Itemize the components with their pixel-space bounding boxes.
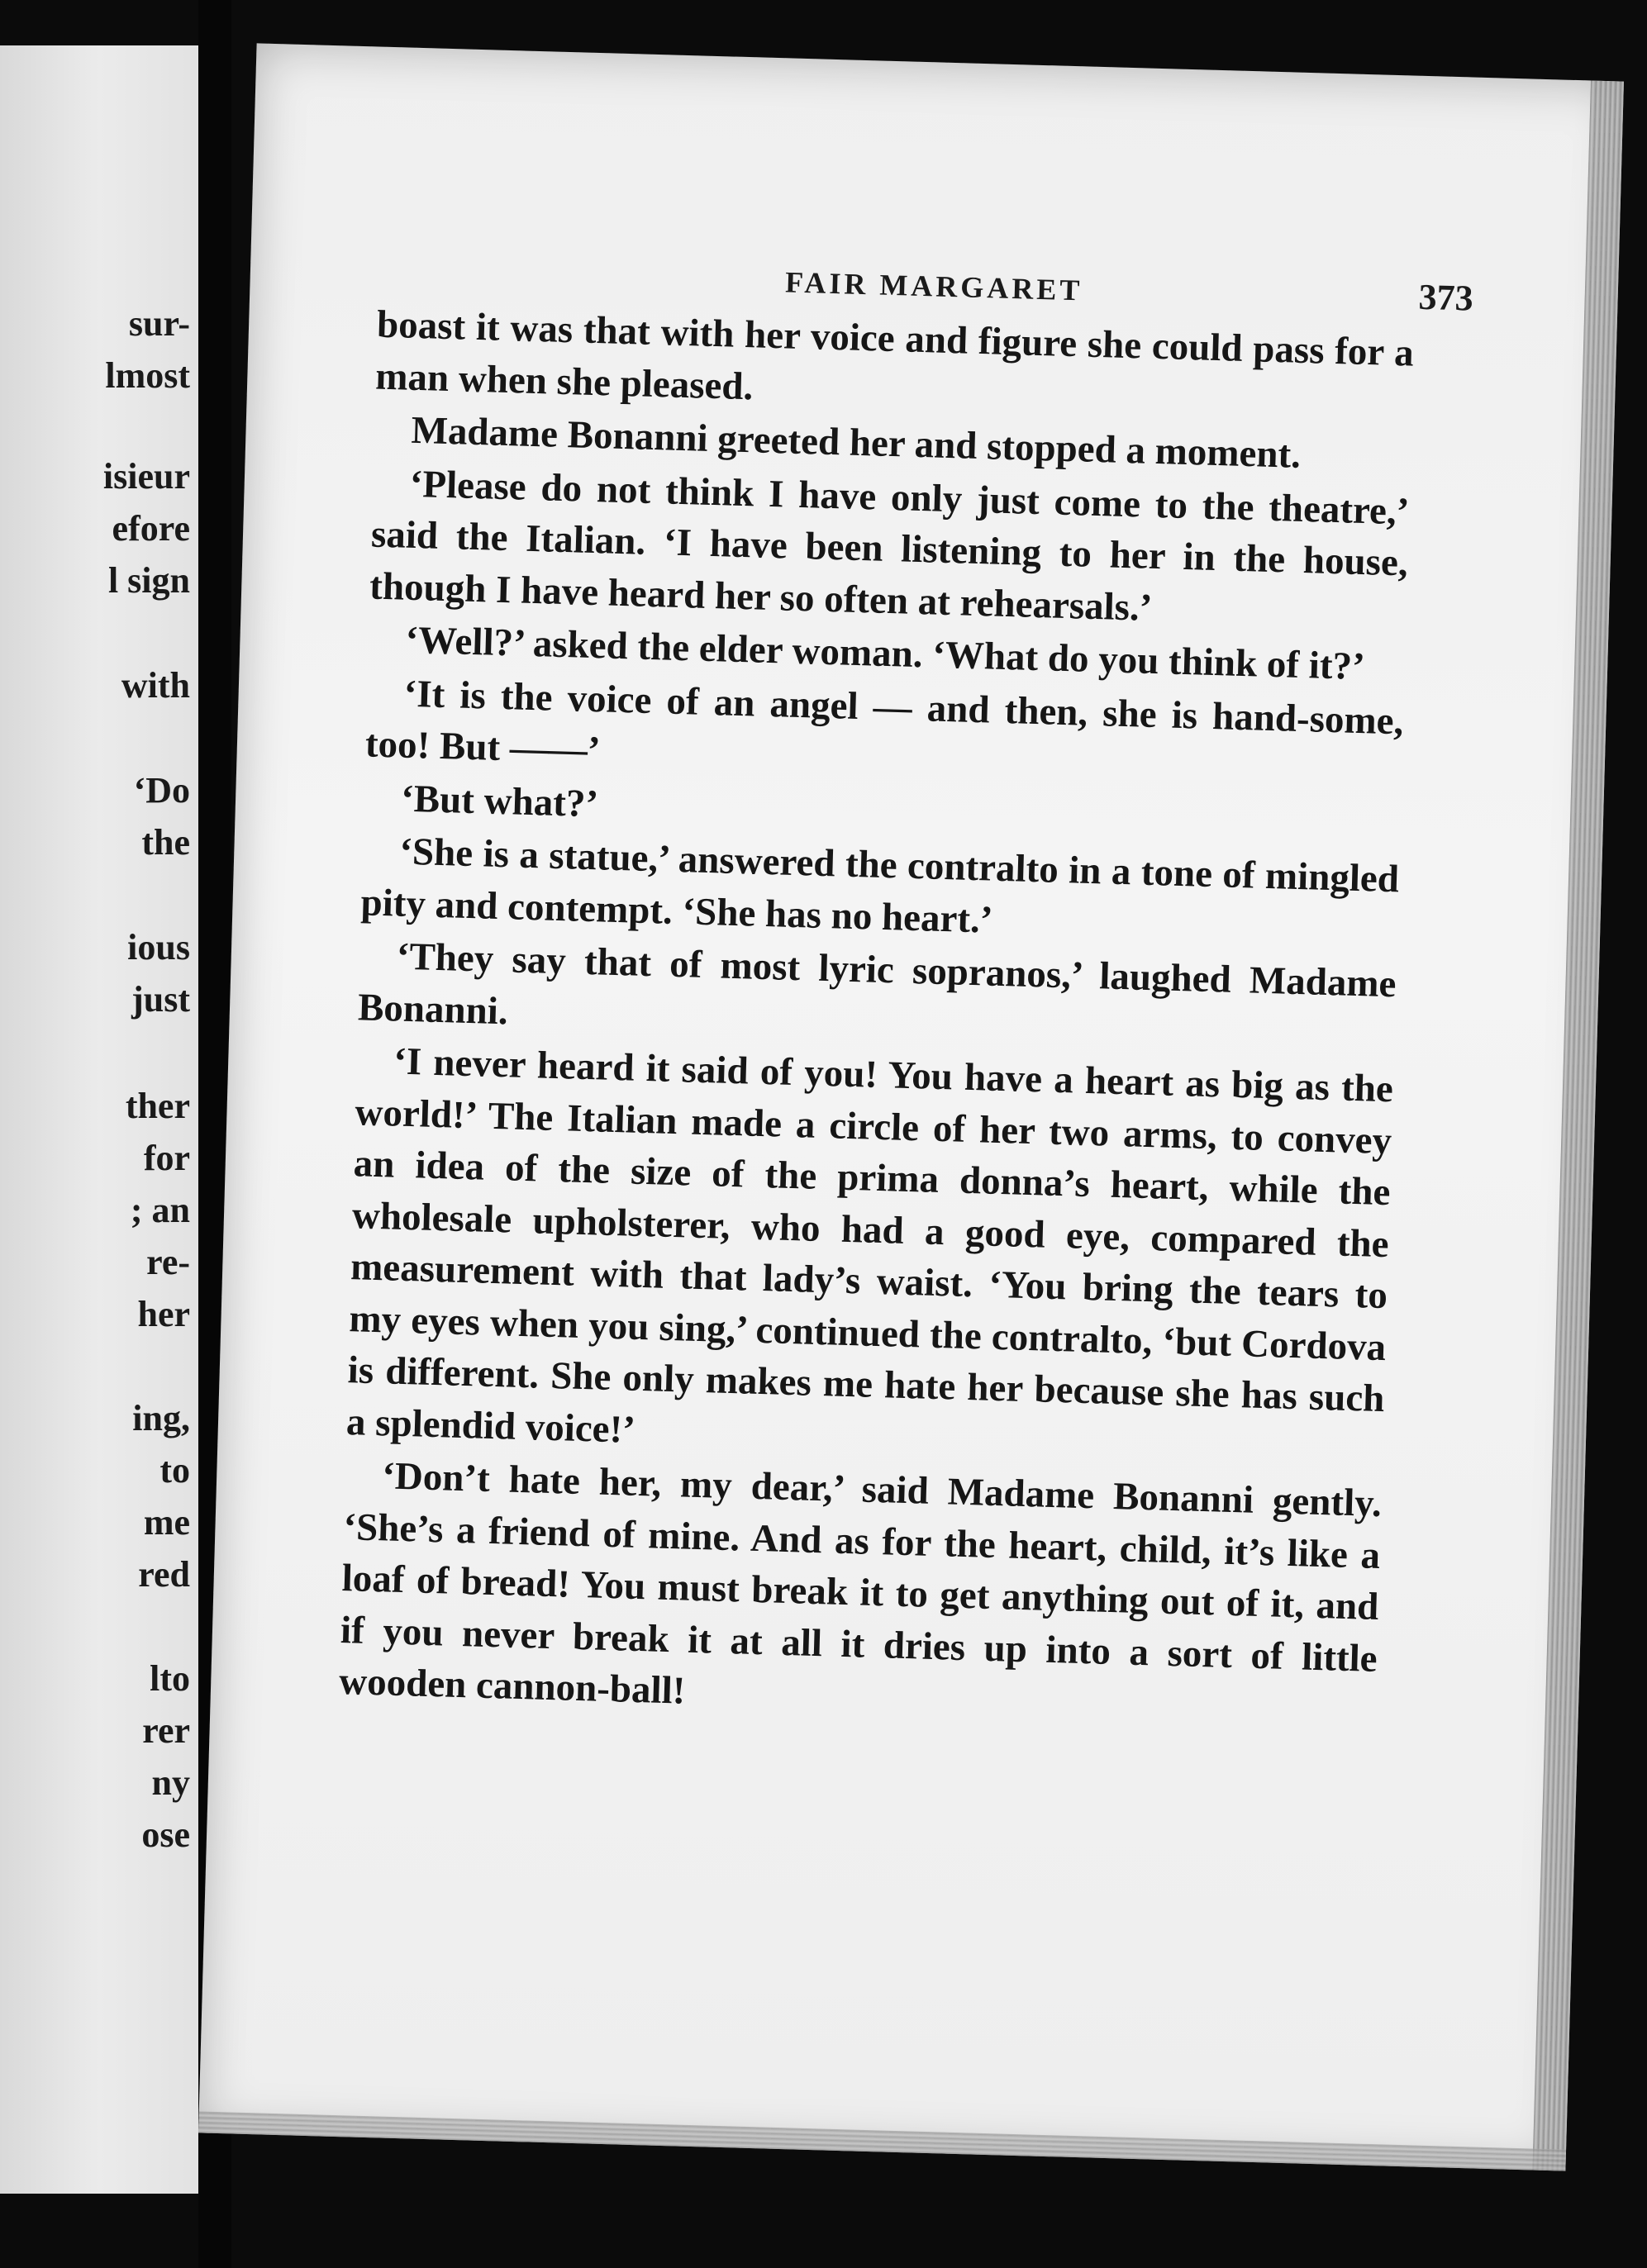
- left-page-fragment: ious: [127, 927, 190, 968]
- left-page-fragment: isieur: [102, 456, 190, 497]
- paragraph: ‘Well?’ asked the elder woman. ‘What do you think of it?’: [404, 618, 1366, 689]
- left-page-fragment: lmost: [105, 355, 190, 396]
- left-page-fragment: just: [131, 979, 190, 1020]
- left-page-fragment: re-: [146, 1242, 190, 1282]
- page-bottom-edge: [198, 2111, 1566, 2171]
- left-page-fragment: ; an: [130, 1190, 190, 1230]
- left-page-fragment: her: [137, 1294, 190, 1334]
- body-text: [338, 299, 1414, 1738]
- paragraph: Madame Bonanni greeted her and stopped a moment.: [410, 408, 1302, 477]
- left-page-fragment: ‘Do: [133, 770, 190, 811]
- left-page-fragment: lto: [150, 1658, 190, 1699]
- paragraph: ‘But what?’: [400, 777, 599, 825]
- left-page-fragment: ing,: [132, 1398, 190, 1438]
- paragraph: ‘Please do not think I have only just come to the theatre,’ said the Italian. ‘I have been listening to her in the house, though I have heard her so often at rehearsals.’: [369, 462, 1411, 630]
- left-page-fragment: the: [141, 822, 190, 863]
- left-page-fragment: ose: [141, 1814, 190, 1855]
- paragraph: ‘It is the voice of an angel — and then, she is hand-some, too! But ——’: [364, 672, 1404, 773]
- left-page-fragment: sur-: [128, 303, 190, 344]
- paragraph: ‘She is a statue,’ answered the contralto in a tone of mingled pity and contempt. ‘She has no heart.’: [359, 830, 1400, 942]
- left-page-fragment: red: [138, 1554, 190, 1595]
- running-head: FAIR MARGARET: [784, 265, 1083, 307]
- paragraph: boast it was that with her voice and figure she could pass for a man when she pleased.: [374, 302, 1415, 408]
- paragraph: ‘Don’t hate her, my dear,’ said Madame Bonanni gently. ‘She’s a friend of mine. And as for the heart, child, it’s like a loaf of bread! You must break it to get anything out of it, and if you never break it at all it dries up into a sort of little wooden cannon-ball!: [338, 1454, 1383, 1713]
- left-page-fragment: me: [143, 1502, 190, 1543]
- left-page-fragment: l sign: [107, 560, 190, 601]
- left-page-fragment: to: [159, 1450, 190, 1491]
- left-page-fragment: for: [143, 1138, 190, 1178]
- left-facing-page: [0, 45, 198, 2194]
- left-page-fragment: efore: [112, 508, 190, 549]
- left-page-fragment: ther: [125, 1086, 190, 1126]
- left-page-fragment: rer: [142, 1710, 190, 1751]
- left-page-fragment: ny: [151, 1762, 190, 1803]
- page-number: 373: [1417, 276, 1474, 319]
- paragraph: ‘They say that of most lyric sopranos,’ laughed Madame Bonanni.: [357, 934, 1397, 1033]
- paragraph: ‘I never heard it said of you! You have a heart as big as the world!’ The Italian made a circle of her two arms, to convey an idea of the size of the prima donna’s heart, while the wholesale upholsterer, who had a good eye, compared the measurement with that lady’s waist. ‘You bring the tears to my eyes when you sing,’ continued the contralto, ‘but Cordova is different. She only makes me hate her because she has such a splendid voice!’: [345, 1039, 1394, 1452]
- left-page-fragment: with: [121, 665, 190, 706]
- page-edge: [1532, 80, 1624, 2171]
- right-page: [198, 43, 1624, 2171]
